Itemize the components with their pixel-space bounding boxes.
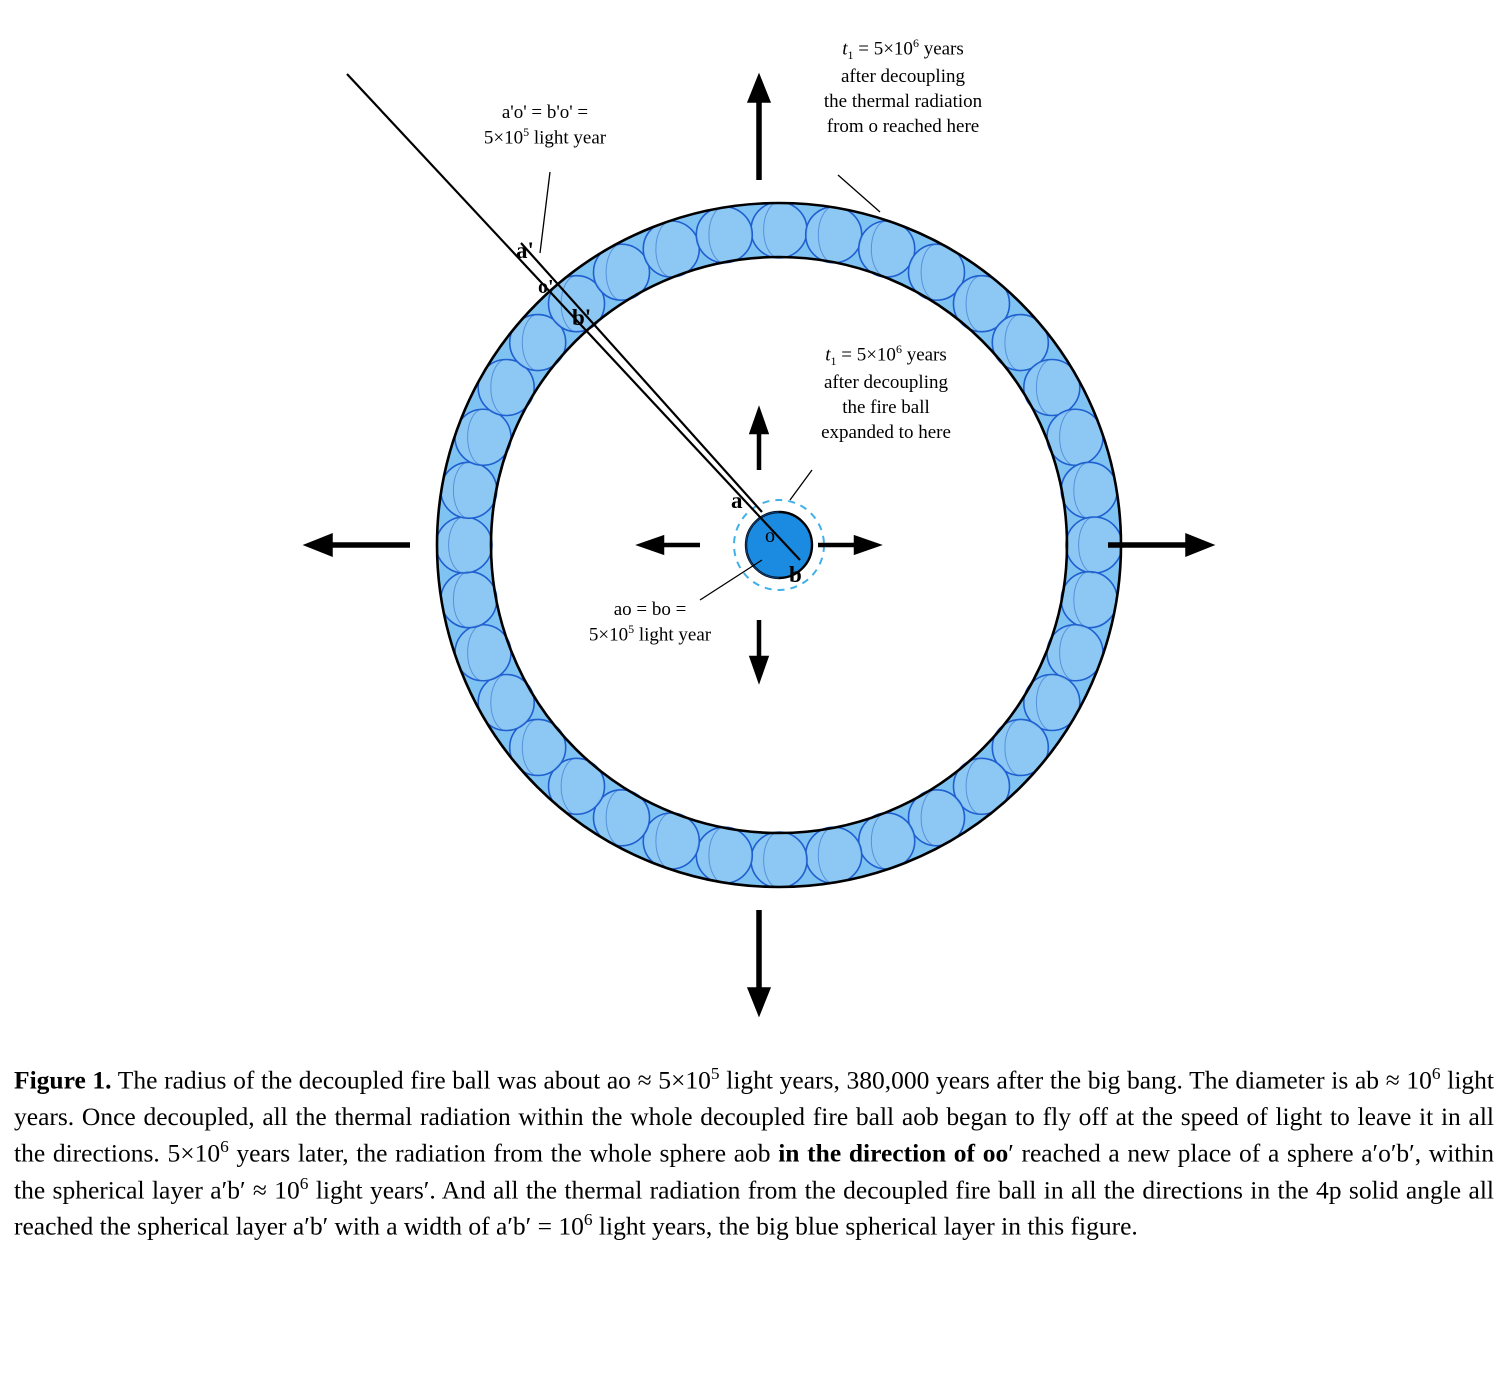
point-label-b: b <box>789 562 802 587</box>
caption-bold1: in the direction of oo <box>778 1138 1009 1168</box>
point-label-a-prime: a' <box>516 238 534 263</box>
annot-or-line4: from o reached here <box>826 116 980 138</box>
annot-or-line2: after decoupling <box>841 65 965 87</box>
point-label-a: a <box>731 488 743 513</box>
caption-p4: years later, the radiation from the whole sphere aob <box>228 1138 779 1168</box>
caption-p5: ′ reached a new place of a sphere a′o′b′, within the spherical layer a′b′ ≈ 10 <box>14 1138 1494 1205</box>
annot-or-tail: years <box>918 38 964 60</box>
annot-od-line1: a'o' = b'o' = <box>501 102 589 123</box>
annot-if-sub: 1 <box>830 354 837 369</box>
caption-p6: light years′. And all the thermal radiation from the decoupled fire ball in all the directions in the 4p solid angle all reached the spherical layer a′b′ with a width of a′b′ = 10 <box>14 1175 1494 1241</box>
caption-s3: 6 <box>220 1136 229 1156</box>
annot-or-sup: 6 <box>912 36 919 50</box>
annot-or-sub: 1 <box>847 48 854 63</box>
annot-or-line3: the thermal radiation <box>823 91 983 113</box>
annot-if-rest: = 5×10 <box>836 344 896 366</box>
annot-od-pref: 5×10 <box>483 127 524 149</box>
annotation-outer-radiation <box>773 36 1033 139</box>
annot-or-rest: = 5×10 <box>853 38 913 60</box>
annot-od-tail: light year <box>529 127 607 149</box>
annot-if-line3: the fire ball <box>842 397 930 419</box>
point-label-b-prime: b' <box>572 305 592 330</box>
leader-line-outer-radiation <box>838 175 880 212</box>
caption-s2: 6 <box>1431 1064 1441 1083</box>
caption-s5: 6 <box>583 1210 593 1230</box>
annot-if-sup: 6 <box>895 342 902 356</box>
caption-s4: 6 <box>299 1173 309 1193</box>
annotation-inner-fireball <box>766 342 1006 445</box>
annot-if-t: t <box>825 344 831 366</box>
annot-or-t: t <box>842 38 848 60</box>
caption-p2: light years, 380,000 years after the big bang. The diameter is ab ≈ 10 <box>719 1065 1432 1095</box>
caption-p3: light years. Once decoupled, all the thermal radiation within the whole decoupled fire ball aob began to fly off at the speed of light to leave it in all the directions. 5×10 <box>14 1065 1494 1168</box>
caption-p7: light years, the big blue spherical layer in this figure. <box>592 1211 1138 1241</box>
annot-if-tail: years <box>901 344 947 366</box>
annot-od-sup: 5 <box>523 125 530 140</box>
figure-caption <box>14 1062 1494 1245</box>
annot-if-line4: expanded to here <box>821 422 951 444</box>
annot-id-pref: 5×10 <box>588 624 629 646</box>
annotation-outer-distance <box>430 100 660 150</box>
caption-label: Figure 1. <box>14 1065 112 1095</box>
annot-id-tail: light year <box>634 624 712 646</box>
point-label-o-prime: o' <box>538 276 554 298</box>
caption-s1: 5 <box>710 1064 720 1083</box>
annot-id-line1: ao = bo = <box>613 599 687 620</box>
annot-if-line2: after decoupling <box>824 371 948 393</box>
caption-p1: The radius of the decoupled fire ball was about ao ≈ 5×10 <box>111 1065 711 1095</box>
leader-line-outer-distance <box>540 172 550 253</box>
annot-id-sup: 5 <box>628 622 635 637</box>
point-label-o: o <box>765 525 775 547</box>
annotation-inner-distance <box>535 597 765 647</box>
